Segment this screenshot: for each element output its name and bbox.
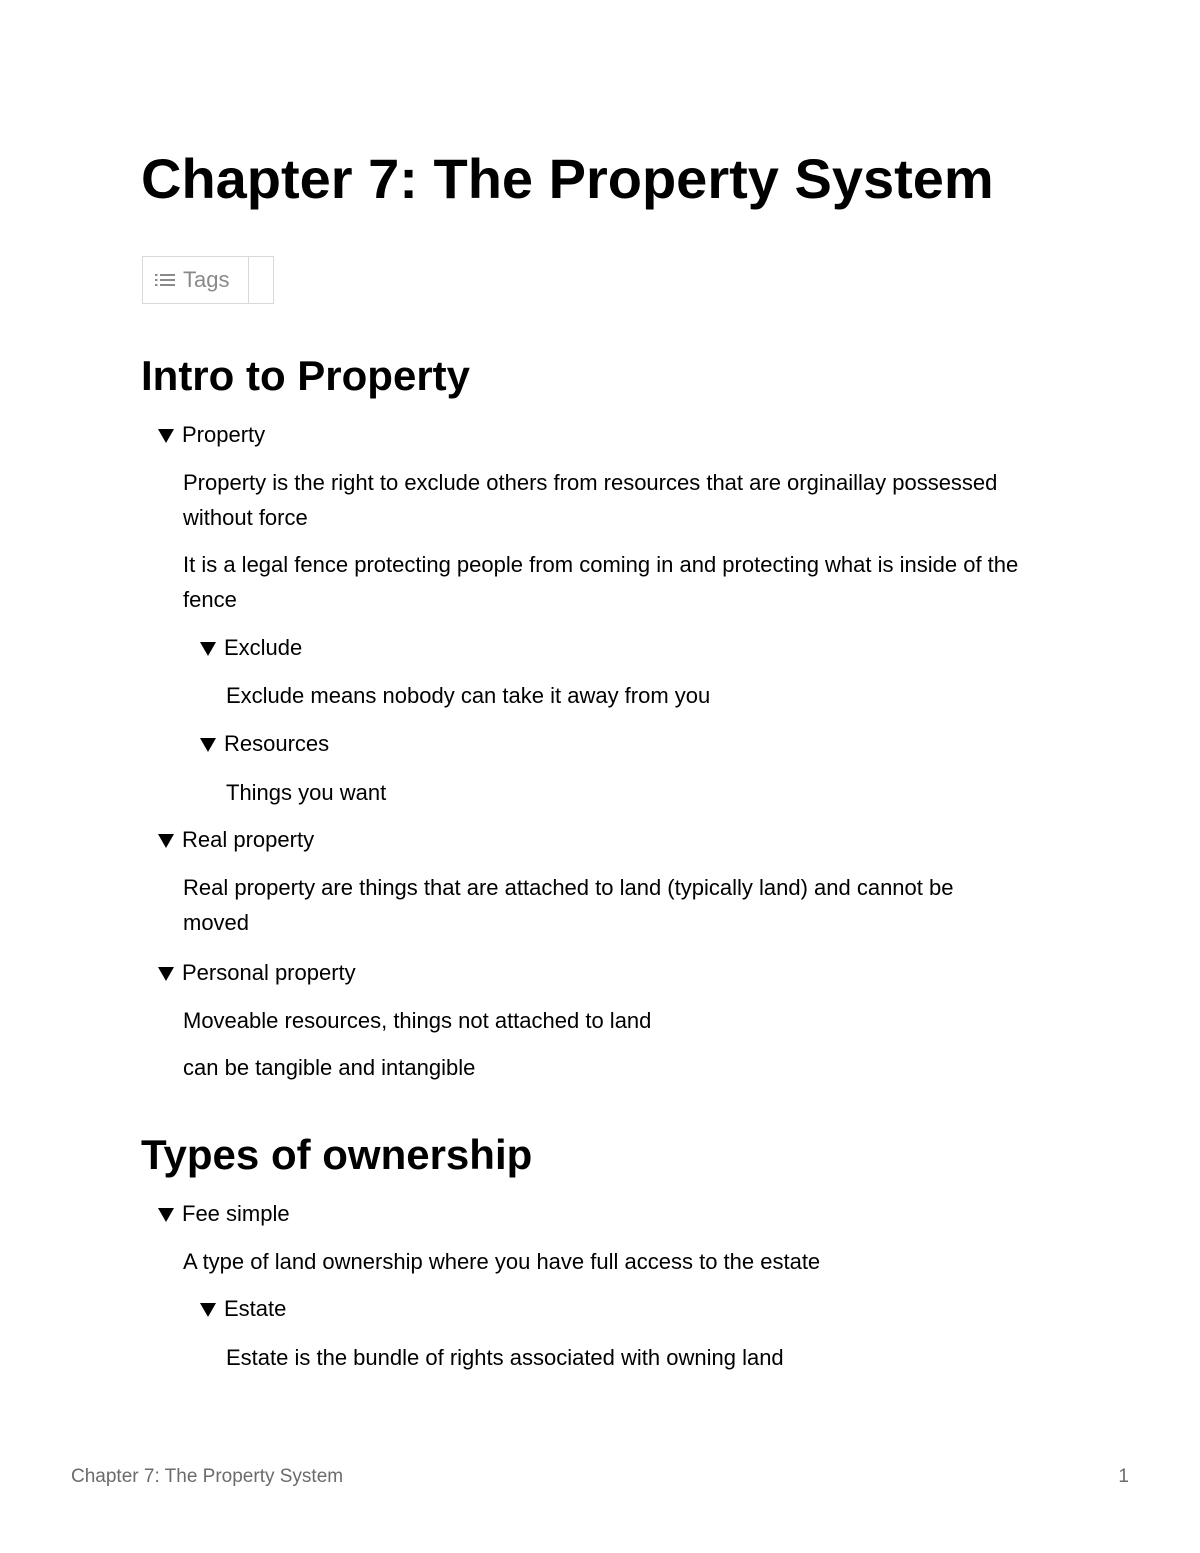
toggle-triangle-icon[interactable]	[158, 1208, 174, 1222]
paragraph: Real property are things that are attached to land (typically land) and cannot be moved	[183, 875, 954, 935]
paragraph: Exclude means nobody can take it away from you	[226, 683, 711, 708]
paragraph: Estate is the bundle of rights associated with owning land	[226, 1345, 784, 1370]
tags-property[interactable]	[142, 256, 274, 304]
toggle-triangle-icon[interactable]	[200, 1303, 216, 1317]
toggle-fee-simple[interactable]	[158, 1199, 290, 1229]
toggle-triangle-icon[interactable]	[158, 967, 174, 981]
toggle-label: Real property	[182, 827, 315, 852]
toggle-label: Personal property	[182, 960, 356, 985]
toggle-triangle-icon[interactable]	[200, 642, 216, 656]
tags-value[interactable]	[249, 257, 273, 303]
toggle-triangle-icon[interactable]	[158, 834, 174, 848]
paragraph: It is a legal fence protecting people from coming in and protecting what is inside of the fence	[183, 552, 1019, 612]
toggle-exclude[interactable]	[200, 633, 302, 663]
paragraph: Property is the right to exclude others from resources that are orginaillay possessed without force	[183, 470, 998, 530]
page-title: Chapter 7: The Property System	[141, 147, 994, 210]
toggle-personal-property[interactable]	[158, 958, 356, 988]
list-icon	[155, 272, 175, 288]
toggle-label: Exclude	[224, 635, 303, 660]
section-heading-ownership: Types of ownership	[141, 1131, 533, 1178]
toggle-label: Fee simple	[182, 1201, 290, 1226]
paragraph: A type of land ownership where you have full access to the estate	[183, 1249, 821, 1274]
section-heading-intro: Intro to Property	[141, 352, 471, 399]
paragraph: can be tangible and intangible	[183, 1055, 476, 1080]
toggle-resources[interactable]	[200, 729, 329, 759]
toggle-property[interactable]	[158, 420, 265, 450]
toggle-label: Resources	[224, 731, 330, 756]
toggle-estate[interactable]	[200, 1294, 286, 1324]
footer-doc-title: Chapter 7: The Property System	[71, 1466, 344, 1487]
toggle-triangle-icon[interactable]	[158, 429, 174, 443]
paragraph: Moveable resources, things not attached to land	[183, 1008, 652, 1033]
toggle-label: Estate	[224, 1296, 287, 1321]
tags-label: Tags	[183, 267, 230, 292]
tags-label-cell	[143, 257, 249, 303]
toggle-triangle-icon[interactable]	[200, 738, 216, 752]
toggle-label: Property	[182, 422, 266, 447]
footer-page-number: 1	[1118, 1466, 1129, 1487]
paragraph: Things you want	[226, 780, 387, 805]
toggle-real-property[interactable]	[158, 825, 314, 855]
